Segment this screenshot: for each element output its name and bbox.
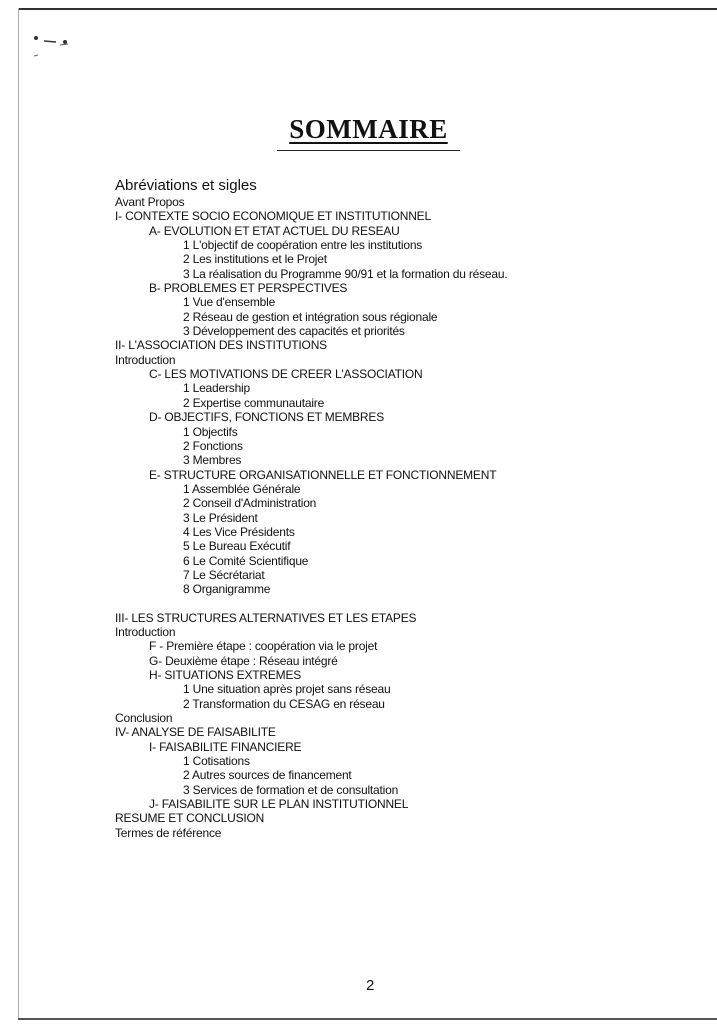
toc-entry: Introduction: [115, 624, 176, 639]
toc-entry: 2 Autres sources de financement: [183, 768, 352, 783]
toc-entry: Abréviations et sigles: [115, 177, 257, 194]
toc-entry: 8 Organigramme: [183, 582, 271, 597]
toc-entry: Termes de référence: [115, 825, 222, 840]
toc-entry: 3 Le Président: [183, 510, 258, 525]
toc-entry: 1 Vue d'ensemble: [183, 295, 276, 310]
toc-entry: 1 Cotisations: [183, 754, 250, 769]
page-number: 2: [366, 977, 375, 994]
toc-entry: 5 Le Bureau Exécutif: [183, 539, 291, 554]
toc-entry: 2 Conseil d'Administration: [183, 496, 317, 511]
toc-entry: E- STRUCTURE ORGANISATIONNELLE ET FONCTIONNEMENT: [149, 467, 497, 482]
toc-entry: I- FAISABILITE FINANCIERE: [149, 739, 302, 754]
toc-entry: RESUME ET CONCLUSION: [115, 811, 265, 826]
toc-entry: 1 Assemblée Générale: [183, 481, 301, 496]
toc-entry: 6 Le Comité Scientifique: [183, 553, 309, 568]
toc-entry: III- LES STRUCTURES ALTERNATIVES ET LES ETAPES: [115, 610, 417, 625]
toc-entry: IV- ANALYSE DE FAISABILITE: [115, 725, 276, 740]
page-border-left: [18, 8, 19, 1018]
table-of-contents: [115, 177, 715, 840]
toc-spacer: [115, 597, 715, 611]
toc-entry: B- PROBLEMES ET PERSPECTIVES: [149, 281, 348, 296]
toc-entry: 2 Réseau de gestion et intégration sous régionale: [183, 309, 438, 324]
toc-entry: 2 Les institutions et le Projet: [183, 252, 327, 267]
toc-entry: I- CONTEXTE SOCIO ECONOMIQUE ET INSTITUTIONNEL: [115, 209, 431, 224]
toc-entry: F - Première étape : coopération via le projet: [149, 639, 378, 654]
page-title: SOMMAIRE: [289, 114, 448, 144]
toc-entry: C- LES MOTIVATIONS DE CREER L'ASSOCIATION: [149, 367, 423, 382]
toc-entry: 2 Expertise communautaire: [183, 395, 325, 410]
toc-entry: Avant Propos: [115, 195, 185, 209]
toc-entry: A- EVOLUTION ET ETAT ACTUEL DU RESEAU: [149, 223, 400, 238]
page-border-bottom: [18, 1018, 717, 1020]
toc-entry: 4 Les Vice Présidents: [183, 524, 295, 539]
toc-entry: 1 Une situation après projet sans réseau: [183, 682, 391, 697]
toc-entry: Introduction: [115, 352, 176, 367]
toc-entry: 3 La réalisation du Programme 90/91 et la formation du réseau.: [183, 266, 508, 281]
toc-entry: 2 Fonctions: [183, 438, 243, 453]
page-border-top: [18, 8, 717, 10]
toc-entry: J- FAISABILITE SUR LE PLAN INSTITUTIONNEL: [149, 797, 409, 812]
toc-entry: H- SITUATIONS EXTREMES: [149, 668, 302, 682]
toc-entry: D- OBJECTIFS, FONCTIONS ET MEMBRES: [149, 410, 384, 425]
toc-entry: 1 Objectifs: [183, 424, 238, 439]
toc-entry: 3 Membres: [183, 453, 242, 468]
toc-entry: Conclusion: [115, 711, 173, 726]
toc-entry: 1 L'objectif de coopération entre les institutions: [183, 238, 423, 253]
toc-entry: G- Deuxième étape : Réseau intégré: [149, 653, 338, 668]
toc-entry: 3 Services de formation et de consultation: [183, 782, 399, 797]
toc-entry: 3 Développement des capacités et priorités: [183, 324, 405, 339]
toc-entry: II- L'ASSOCIATION DES INSTITUTIONS: [115, 338, 327, 353]
toc-entry: 1 Leadership: [183, 381, 250, 396]
title-underline-rule: [277, 150, 460, 151]
toc-entry: 7 Le Sécrétariat: [183, 567, 265, 582]
scan-mark-icon: [32, 34, 92, 58]
toc-entry: 2 Transformation du CESAG en réseau: [183, 696, 385, 711]
